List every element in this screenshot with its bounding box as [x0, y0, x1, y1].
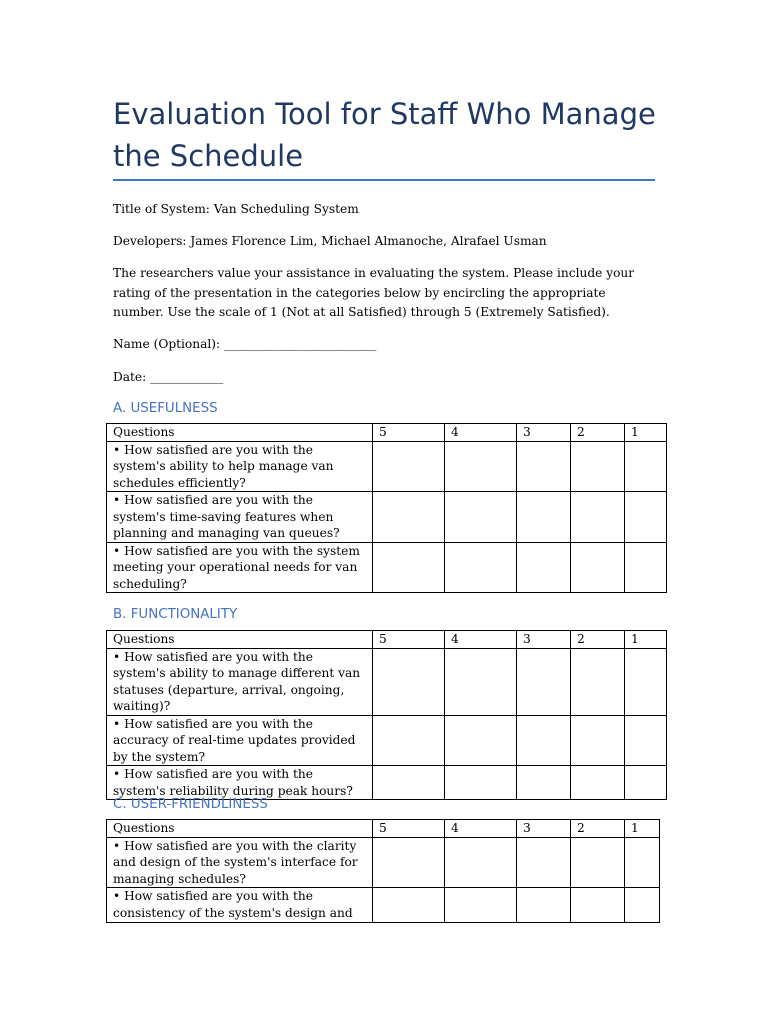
usefulness-rating-table [106, 423, 667, 593]
header-rating-4: 4 [445, 631, 517, 649]
header-rating-5: 5 [373, 424, 445, 442]
rating-cell-4[interactable] [445, 715, 517, 766]
table-row [107, 648, 667, 715]
table-header-row [107, 820, 660, 838]
rating-cell-5[interactable] [373, 837, 445, 888]
question-cell: • How satisfied are you with the system's time-saving features when planning and managing van queues? [107, 492, 373, 543]
rating-cell-1[interactable] [625, 715, 667, 766]
table-row [107, 888, 660, 923]
header-rating-1: 1 [625, 631, 667, 649]
question-text: • How satisfied are you with the consistency of the system's design and [113, 889, 353, 920]
table-row [107, 715, 667, 766]
name-field-line: Name (Optional): _________________________ [113, 337, 377, 351]
rating-cell-2[interactable] [571, 888, 625, 923]
header-rating-3: 3 [517, 424, 571, 442]
rating-cell-3[interactable] [517, 648, 571, 715]
question-cell: • How satisfied are you with the accuracy of real-time updates provided by the system? [107, 715, 373, 766]
header-rating-4: 4 [445, 820, 517, 838]
section-heading-usefulness: A. USEFULNESS [113, 401, 218, 416]
date-field-line: Date: ____________ [113, 370, 224, 384]
rating-cell-1[interactable] [625, 492, 667, 543]
header-rating-3: 3 [517, 820, 571, 838]
rating-cell-5[interactable] [373, 542, 445, 593]
rating-cell-4[interactable] [445, 542, 517, 593]
rating-cell-1[interactable] [625, 766, 667, 800]
rating-cell-3[interactable] [517, 492, 571, 543]
question-cell: • How satisfied are you with the system meeting your operational needs for van scheduling? [107, 542, 373, 593]
rating-cell-2[interactable] [571, 648, 625, 715]
header-rating-2: 2 [571, 820, 625, 838]
question-cell [107, 888, 373, 923]
rating-cell-1[interactable] [625, 441, 667, 492]
rating-cell-2[interactable] [571, 715, 625, 766]
header-questions: Questions [107, 631, 373, 649]
rating-cell-4[interactable] [445, 441, 517, 492]
section-heading-user-friendliness: C. USER-FRIENDLINESS [113, 797, 268, 812]
rating-cell-2[interactable] [571, 837, 625, 888]
table-header-row [107, 424, 667, 442]
rating-cell-4[interactable] [445, 766, 517, 800]
rating-cell-3[interactable] [517, 715, 571, 766]
header-rating-5: 5 [373, 820, 445, 838]
rating-cell-1[interactable] [625, 542, 667, 593]
header-questions: Questions [107, 820, 373, 838]
rating-cell-2[interactable] [571, 542, 625, 593]
title-underline [113, 179, 655, 181]
question-cell: • How satisfied are you with the system's ability to manage different van statuses (departure, arrival, ongoing, waiting)? [107, 648, 373, 715]
rating-cell-5[interactable] [373, 888, 445, 923]
header-rating-2: 2 [571, 424, 625, 442]
header-rating-4: 4 [445, 424, 517, 442]
system-title-line: Title of System: Van Scheduling System [113, 202, 359, 216]
rating-cell-2[interactable] [571, 441, 625, 492]
header-rating-1: 1 [625, 820, 660, 838]
question-cell: • How satisfied are you with the system's ability to help manage van schedules efficiently? [107, 441, 373, 492]
developers-line: Developers: James Florence Lim, Michael Almanoche, Alrafael Usman [113, 234, 547, 248]
user-friendliness-rating-table [106, 819, 660, 923]
table-row [107, 837, 660, 888]
rating-cell-1[interactable] [625, 837, 660, 888]
question-cell: • How satisfied are you with the clarity and design of the system's interface for managing schedules? [107, 837, 373, 888]
rating-cell-2[interactable] [571, 492, 625, 543]
rating-cell-3[interactable] [517, 766, 571, 800]
rating-cell-5[interactable] [373, 492, 445, 543]
header-rating-5: 5 [373, 631, 445, 649]
rating-cell-1[interactable] [625, 648, 667, 715]
table-row [107, 492, 667, 543]
table-row [107, 542, 667, 593]
rating-cell-3[interactable] [517, 441, 571, 492]
rating-cell-5[interactable] [373, 715, 445, 766]
functionality-rating-table [106, 630, 667, 800]
section-heading-functionality: B. FUNCTIONALITY [113, 607, 238, 622]
rating-cell-4[interactable] [445, 837, 517, 888]
rating-cell-2[interactable] [571, 766, 625, 800]
rating-cell-3[interactable] [517, 888, 571, 923]
rating-cell-5[interactable] [373, 766, 445, 800]
document-title: Evaluation Tool for Staff Who Manage the Schedule [113, 97, 656, 173]
rating-cell-1[interactable] [625, 888, 660, 923]
rating-cell-5[interactable] [373, 441, 445, 492]
rating-cell-3[interactable] [517, 837, 571, 888]
rating-cell-4[interactable] [445, 648, 517, 715]
rating-cell-4[interactable] [445, 492, 517, 543]
table-row [107, 441, 667, 492]
rating-cell-5[interactable] [373, 648, 445, 715]
rating-cell-3[interactable] [517, 542, 571, 593]
question-cell: • How satisfied are you with the system's reliability during peak hours? [107, 766, 373, 800]
intro-paragraph: The researchers value your assistance in evaluating the system. Please include your rating of the presentation in the categories below by encircling the appropriate number. Use the scale of 1 (Not at all Satisfied) through 5 (Extremely Satisfied). [113, 266, 635, 319]
rating-cell-4[interactable] [445, 888, 517, 923]
table-row [107, 766, 667, 800]
header-questions: Questions [107, 424, 373, 442]
header-rating-3: 3 [517, 631, 571, 649]
header-rating-2: 2 [571, 631, 625, 649]
header-rating-1: 1 [625, 424, 667, 442]
table-header-row [107, 631, 667, 649]
